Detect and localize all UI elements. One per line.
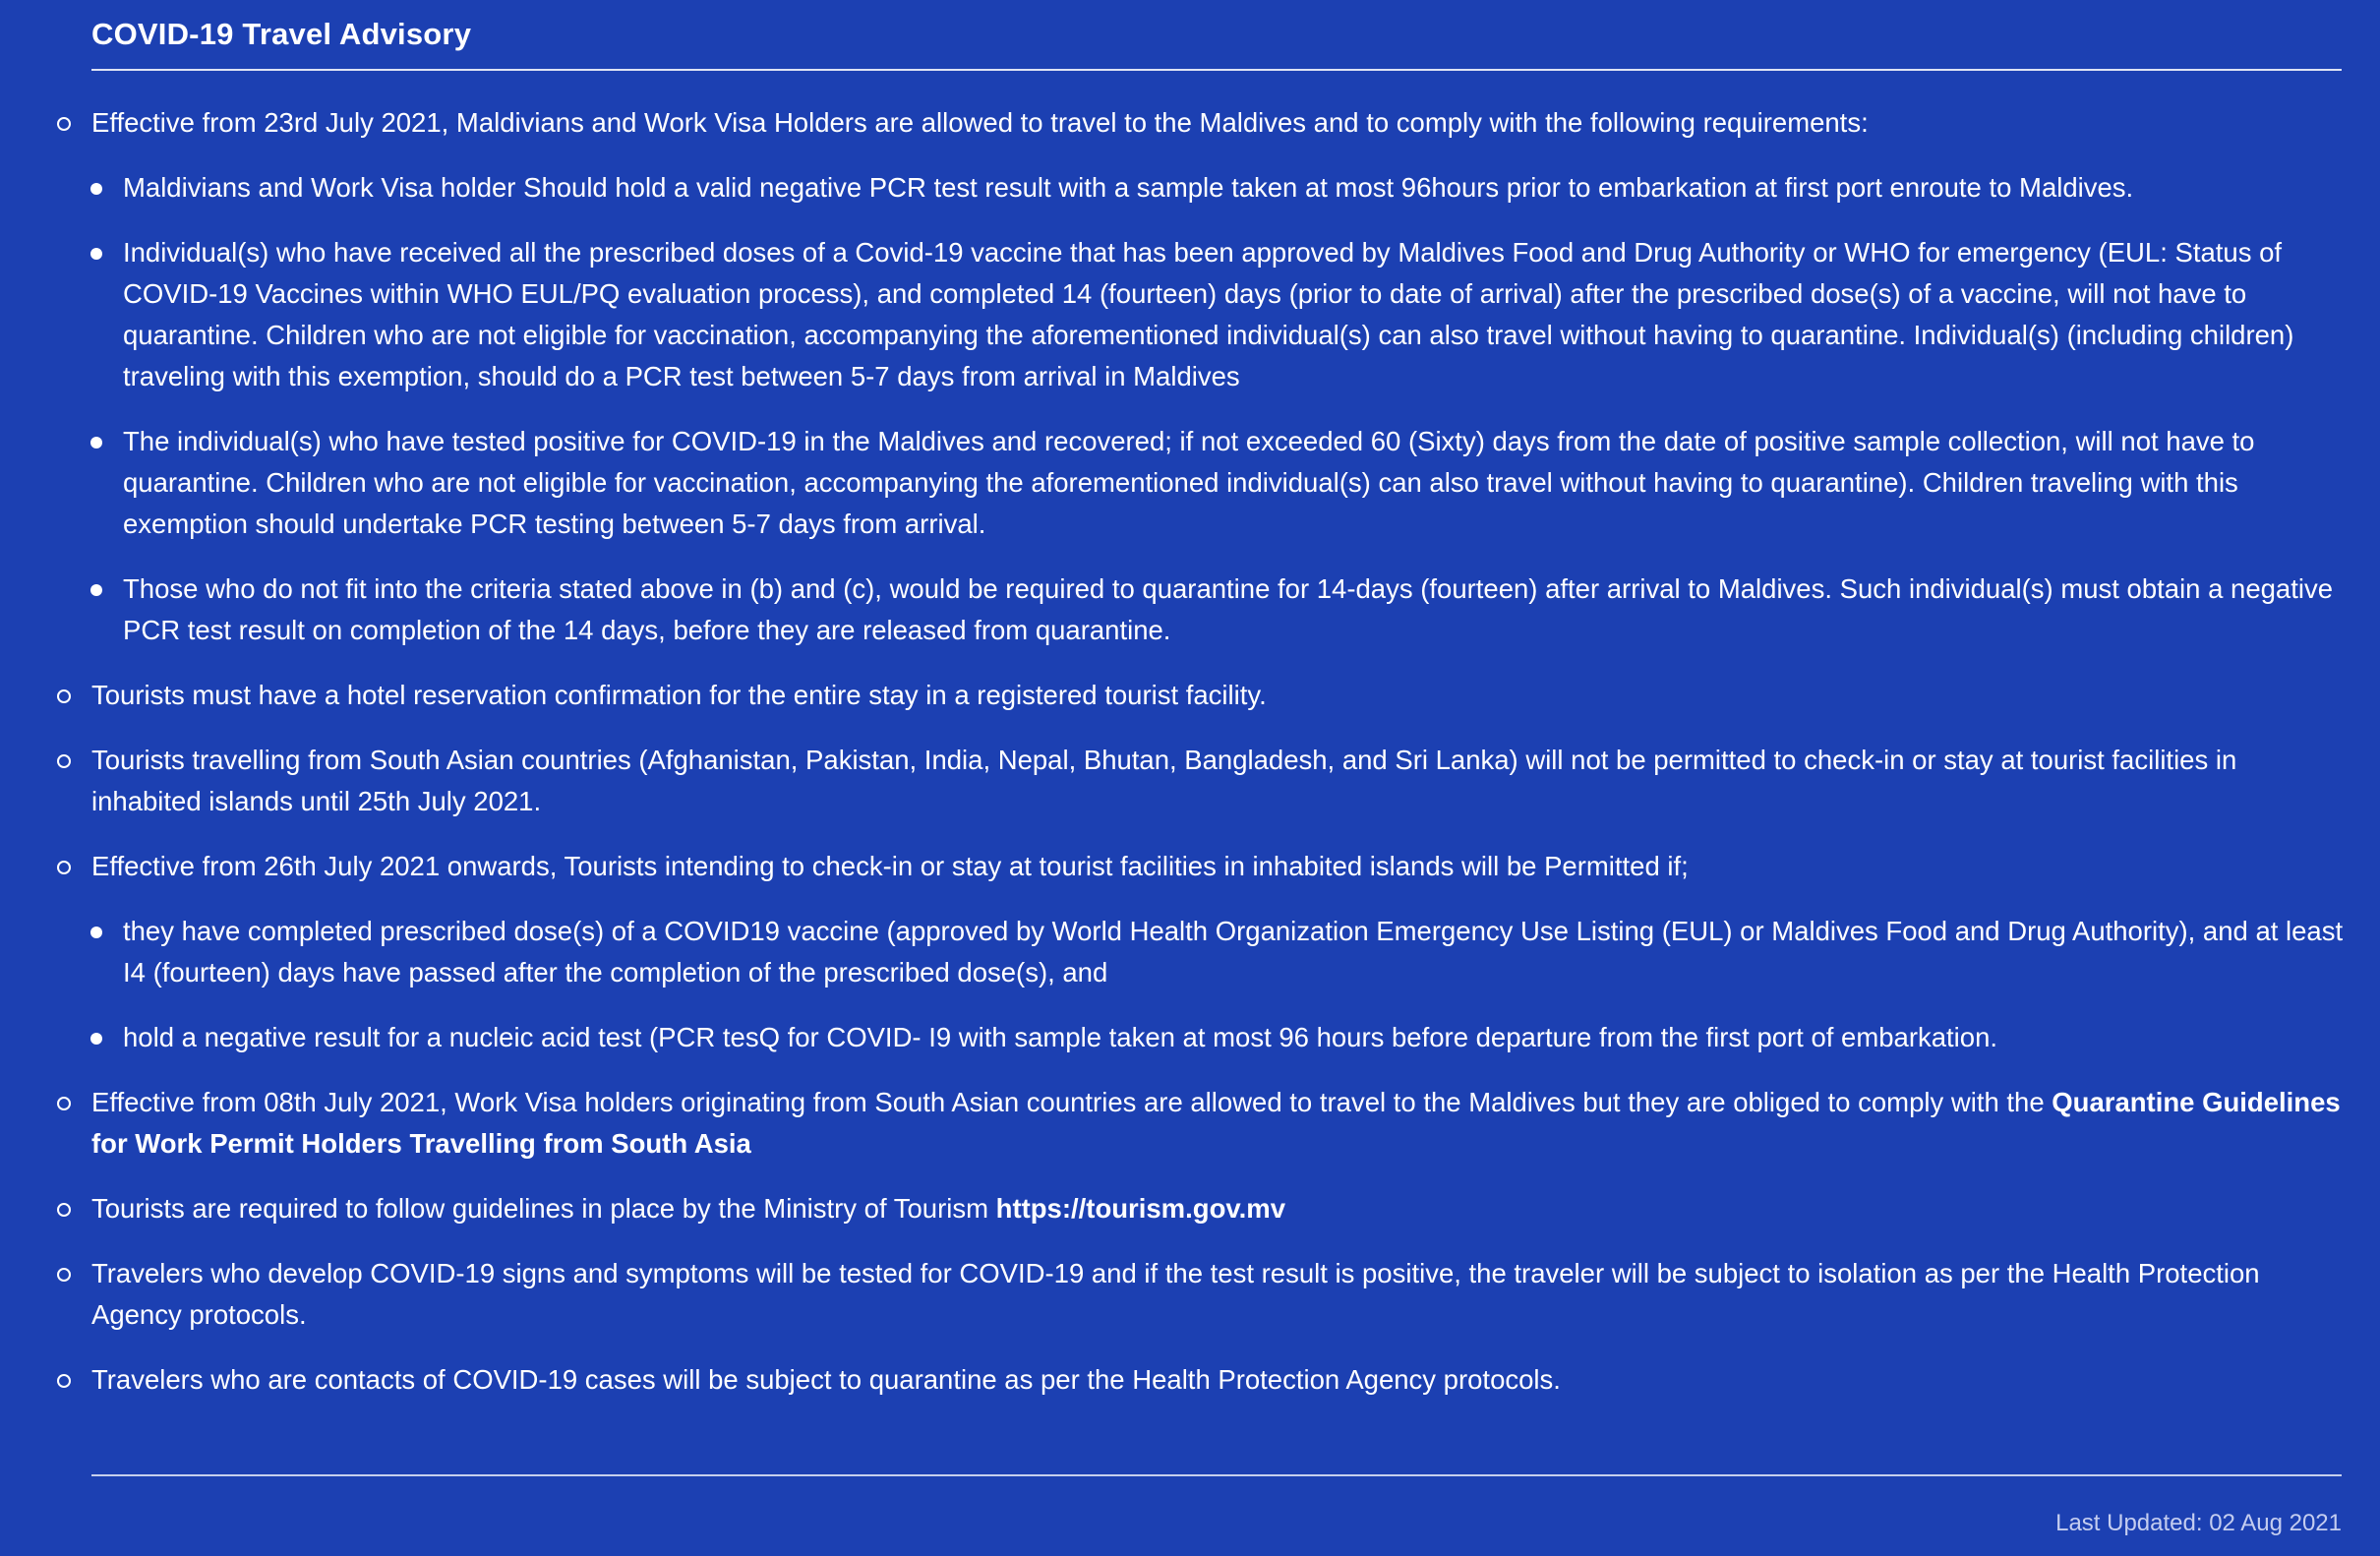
list-item-text: Travelers who are contacts of COVID-19 cases will be subject to quarantine as per the Health Protection Agency protocols. — [91, 1364, 1561, 1395]
last-updated: Last Updated: 02 Aug 2021 — [2055, 1510, 2342, 1536]
page-title: COVID-19 Travel Advisory — [91, 17, 472, 51]
sub-list-item-text: hold a negative result for a nucleic acid test (PCR tesQ for COVID- I9 with sample taken at most 96 hours before departure from the first port of embarkation. — [123, 1022, 1998, 1052]
tourism-url: https://tourism.gov.mv — [995, 1193, 1286, 1224]
advisory-list — [91, 102, 2344, 1401]
sub-list-item-text: Those who do not fit into the criteria stated above in (b) and (c), would be required to quarantine for 14-days (fourteen) after arrival to Maldives. Such individual(s) must obtain a negative PCR test result on completion of the 14 days, before they are released from quarantine. — [123, 573, 2334, 645]
advisory-content — [91, 102, 2344, 1424]
list-item-text: Tourists must have a hotel reservation confirmation for the entire stay in a registered tourist facility. — [91, 680, 1267, 710]
quarantine-guidelines-reference: Quarantine Guidelines for Work Permit Holders Travelling from South Asia — [91, 1087, 2341, 1159]
list-item — [91, 740, 2344, 822]
sub-list-item — [123, 569, 2344, 651]
sub-list-item-text: Individual(s) who have received all the prescribed doses of a Covid-19 vaccine that has been approved by Maldives Food and Drug Authority or WHO for emergency (EUL: Status of COVID-19 Vaccines within WHO EUL/PQ evaluation process), and completed 14 (fourteen) days (prior to date of arrival) after the prescribed dose(s) of a vaccine, will not have to quarantine. Children who are not eligible for vaccination, accompanying the aforementioned individual(s) can also travel without having to quarantine. Individual(s) (including children) traveling with this exemption, should do a PCR test between 5-7 days from arrival in Maldives — [123, 237, 2294, 391]
sub-list — [91, 167, 2344, 651]
circle-outline-icon — [57, 117, 71, 131]
list-item — [91, 1082, 2344, 1165]
filled-dot-icon — [90, 584, 102, 596]
circle-outline-icon — [57, 754, 71, 768]
circle-outline-icon — [57, 1203, 71, 1217]
sub-list — [91, 911, 2344, 1058]
list-item — [91, 675, 2344, 716]
sub-list-item — [123, 1017, 2344, 1058]
filled-dot-icon — [90, 927, 102, 938]
list-item-text: Effective from 08th July 2021, Work Visa holders originating from South Asian countries are allowed to travel to the Maldives but they are obliged to comply with the — [91, 1087, 2053, 1117]
filled-dot-icon — [90, 1033, 102, 1045]
list-item-text: Tourists travelling from South Asian countries (Afghanistan, Pakistan, India, Nepal, Bhutan, Bangladesh, and Sri Lanka) will not be permitted to check-in or stay at tourist facilities in inhabited islands until 25th July 2021. — [91, 745, 2237, 816]
sub-list-item — [123, 232, 2344, 397]
sub-list-item — [123, 421, 2344, 545]
sub-list-item — [123, 911, 2344, 993]
list-item — [91, 1253, 2344, 1336]
circle-outline-icon — [57, 861, 71, 874]
sub-list-item-text: Maldivians and Work Visa holder Should hold a valid negative PCR test result with a sample taken at most 96hours prior to embarkation at first port enroute to Maldives. — [123, 172, 2134, 203]
list-item — [91, 1188, 2344, 1229]
sub-list-item-text: The individual(s) who have tested positive for COVID-19 in the Maldives and recovered; if not exceeded 60 (Sixty) days from the date of positive sample collection, will not have to quarantine. Children who are not eligible for vaccination, accompanying the aforementioned individual(s) can also travel without having to quarantine). Children traveling with this exemption should undertake PCR testing between 5-7 days from arrival. — [123, 426, 2255, 539]
filled-dot-icon — [90, 248, 102, 260]
sub-list-item — [123, 167, 2344, 209]
list-item-text: Travelers who develop COVID-19 signs and symptoms will be tested for COVID-19 and if the test result is positive, the traveler will be subject to isolation as per the Health Protection Agency protocols. — [91, 1258, 2260, 1330]
circle-outline-icon — [57, 1268, 71, 1282]
page-header — [91, 14, 2342, 71]
list-item — [91, 1359, 2344, 1401]
filled-dot-icon — [90, 437, 102, 449]
list-item-text: Effective from 23rd July 2021, Maldivians and Work Visa Holders are allowed to travel to the Maldives and to comply with the following requirements: — [91, 107, 1869, 138]
circle-outline-icon — [57, 1374, 71, 1388]
list-item — [91, 102, 2344, 651]
list-item — [91, 846, 2344, 1058]
circle-outline-icon — [57, 689, 71, 703]
list-item-text: Tourists are required to follow guidelines in place by the Ministry of Tourism — [91, 1193, 996, 1224]
footer-divider — [91, 1474, 2342, 1476]
list-item-text: Effective from 26th July 2021 onwards, Tourists intending to check-in or stay at tourist facilities in inhabited islands will be Permitted if; — [91, 851, 1689, 881]
circle-outline-icon — [57, 1097, 71, 1110]
sub-list-item-text: they have completed prescribed dose(s) of a COVID19 vaccine (approved by World Health Organization Emergency Use Listing (EUL) or Maldives Food and Drug Authority), and at least I4 (fourteen) days have passed after the completion of the prescribed dose(s), and — [123, 916, 2344, 987]
filled-dot-icon — [90, 183, 102, 195]
